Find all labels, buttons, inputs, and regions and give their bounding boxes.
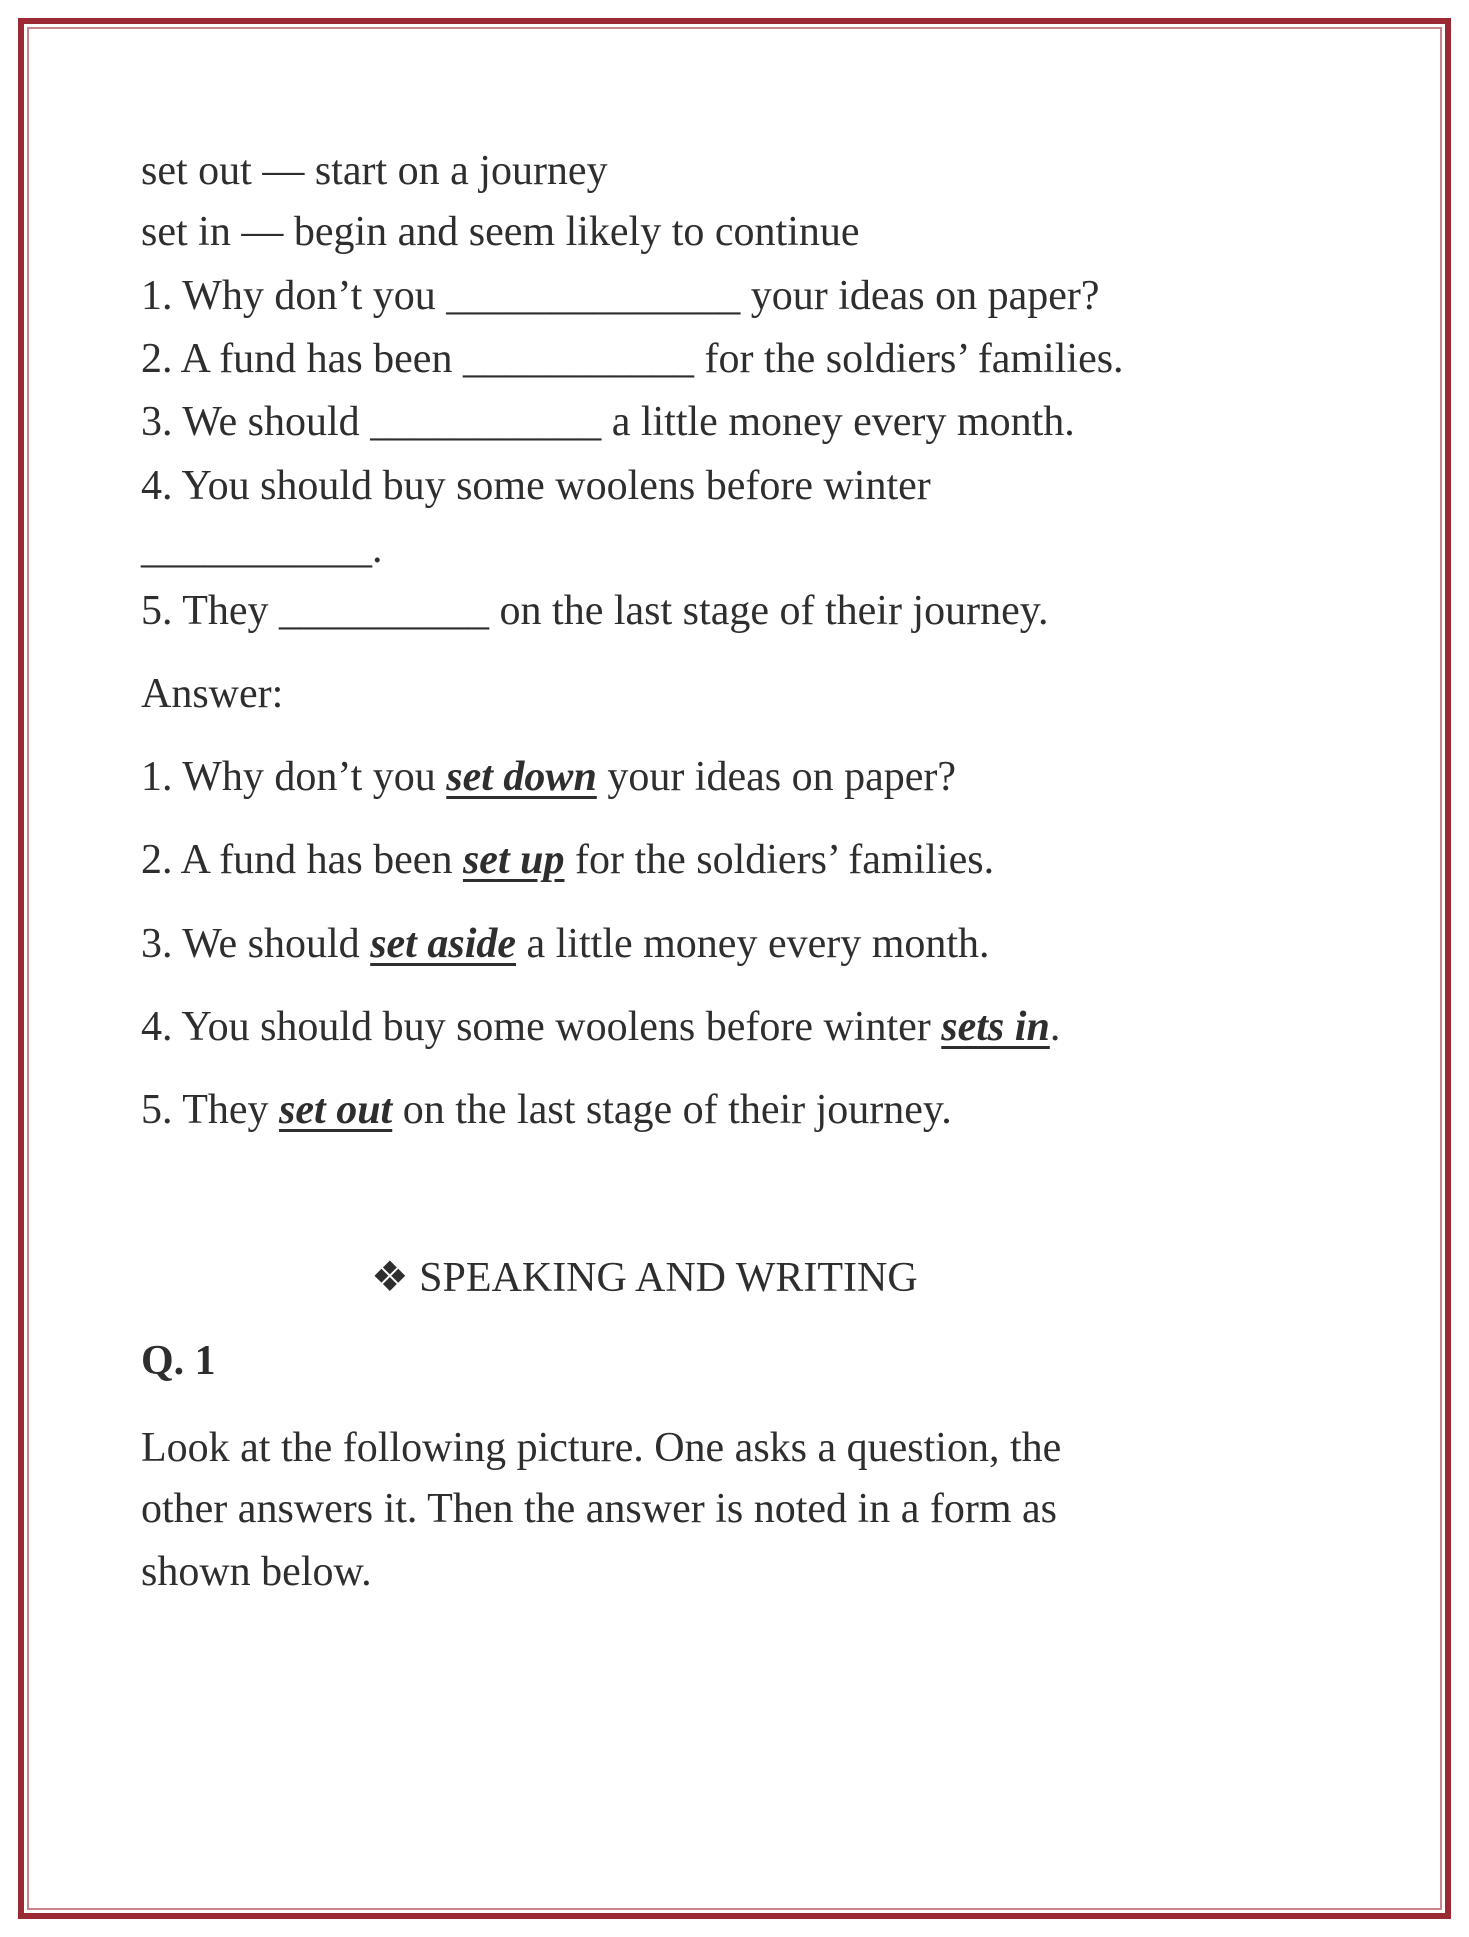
answer-item [141,756,956,798]
text: for the soldiers’ families. [693,336,1124,382]
text: your ideas on paper? [596,754,957,800]
text: your ideas on paper? [740,273,1100,319]
text: on the last stage of their journey. [489,588,1049,634]
text: 1. Why don’t you [141,754,447,800]
answer-item [141,1089,952,1131]
blank: ___________ [462,336,694,382]
answer: set down [446,754,597,800]
text: 4. You should buy some woolens before winter [141,1004,942,1050]
blank: ___________ [370,399,602,445]
question-label: Q. 1 [141,1338,216,1384]
answer: sets in [941,1004,1050,1050]
answer: set aside [370,921,516,967]
text: 5. They [141,1087,280,1133]
text: on the last stage of their journey. [392,1087,952,1133]
text: 2. A fund has been [141,336,463,382]
text: a little money every month. [601,399,1075,445]
exercise-item [141,590,1049,632]
exercise-item [141,401,1075,443]
text: 3. We should [141,921,371,967]
blank: ______________ [446,273,741,319]
blank: ___________ [141,526,372,572]
exercise-item [141,528,383,570]
answer-item [141,839,994,881]
text: 1. Why don’t you [141,273,447,319]
text: 5. They [141,588,280,634]
exercise-item [141,465,931,507]
answer: set out [279,1087,393,1133]
answer-label: Answer: [141,671,284,717]
answer-item [141,923,990,965]
question-text: shown below. [141,1549,372,1595]
text: 3. We should [141,399,371,445]
section-title: SPEAKING AND WRITING [408,1255,918,1301]
text: 4. You should buy some woolens before winter [141,463,931,509]
text: . [1049,1004,1061,1050]
answer-item [141,1006,1060,1048]
text: . [372,526,383,572]
exercise-item [141,338,1124,380]
question-text: other answers it. Then the answer is noted in a form as [141,1486,1057,1532]
exercise-item [141,275,1099,317]
text: 2. A fund has been [141,837,463,883]
answer: set up [462,837,565,883]
definition: set in — begin and seem likely to continue [141,209,860,255]
blank: __________ [279,588,490,634]
diamond-bullet-icon: ❖ [371,1255,409,1301]
question-text: Look at the following picture. One asks a question, the [141,1425,1062,1471]
definition: set out — start on a journey [141,148,608,194]
text: for the soldiers’ families. [564,837,995,883]
section-heading [371,1257,918,1299]
text: a little money every month. [516,921,990,967]
